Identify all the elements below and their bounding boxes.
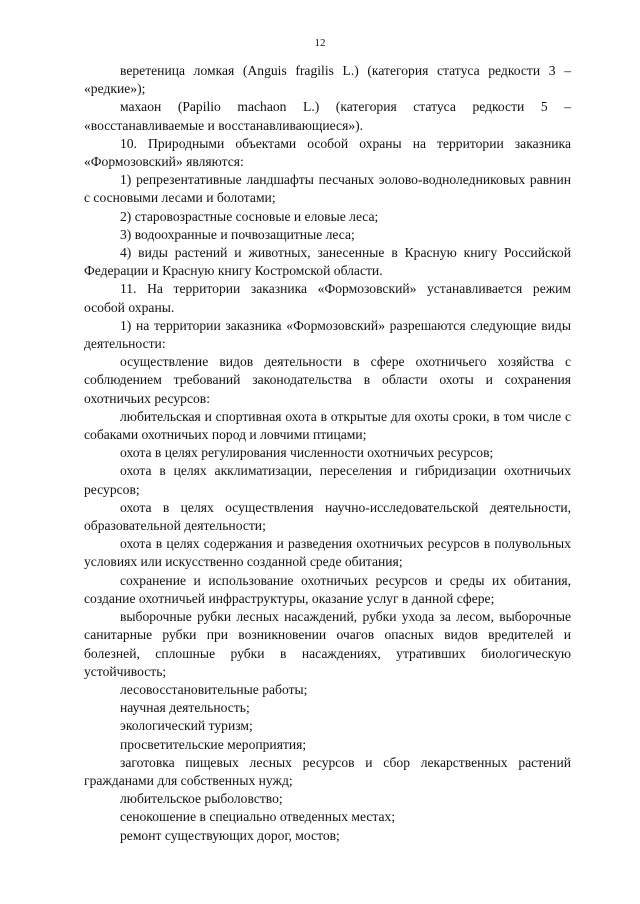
- paragraph-anguis-fragilis: веретеница ломкая (Anguis fragilis L.) (категория статуса редкости 3 – «редкие»);: [84, 63, 571, 97]
- paragraph-hunting-economy: осуществление видов деятельности в сфере охотничьего хозяйства с соблюдением требований законодательства в области охоты и сохранения охотничьих ресурсов:: [84, 354, 571, 406]
- paragraph-ecotourism: экологический туризм;: [120, 718, 253, 734]
- paragraph-haymaking: сенокошение в специально отведенных местах;: [120, 809, 396, 825]
- paragraph-papilio-machaon: махаон (Papilio machaon L.) (категория статуса редкости 5 – «восстанавливаемые и восстанавливающиеся»).: [84, 99, 571, 133]
- paragraph-amateur-hunting: любительская и спортивная охота в открытые для охоты сроки, в том числе с собаками охотничьих пород и ловчими птицами;: [84, 408, 571, 443]
- paragraph-reforestation: лесовосстановительные работы;: [120, 681, 308, 697]
- paragraph-selective-logging: выборочные рубки лесных насаждений, рубки ухода за лесом, выборочные санитарные рубки при возникновении очагов опасных видов вредителей и болезней, сплошные рубки в насаждениях, утративших биологическую устойчивость;: [84, 609, 571, 679]
- paragraph-item-landscapes: 1) репрезентативные ландшафты песчаных эолово-водноледниковых равнин с сосновыми лесами и болотами;: [84, 172, 571, 206]
- paragraph-section-10: 10. Природными объектами особой охраны на территории заказника «Формозовский» являются:: [84, 135, 571, 170]
- document-body: [84, 62, 571, 845]
- paragraph-permitted-activities: 1) на территории заказника «Формозовский» разрешаются следующие виды деятельности:: [84, 317, 571, 352]
- paragraph-regulation-hunting: охота в целях регулирования численности охотничьих ресурсов;: [120, 445, 494, 461]
- page-number: 12: [314, 37, 326, 49]
- paragraph-amateur-fishing: любительское рыболовство;: [120, 791, 283, 807]
- paragraph-road-repair: ремонт существующих дорог, мостов;: [120, 827, 340, 843]
- paragraph-breeding-hunting: охота в целях содержания и разведения охотничьих ресурсов в полувольных условиях или искусственно созданной среде обитания;: [84, 536, 571, 570]
- paragraph-educational-events: просветительские мероприятия;: [120, 736, 307, 752]
- paragraph-scientific-activity: научная деятельность;: [120, 700, 250, 716]
- paragraph-item-red-book-species: 4) виды растений и животных, занесенные в Красную книгу Российской Федерации и Красную книгу Костромской области.: [84, 245, 571, 279]
- paragraph-item-protective-forests: 3) водоохранные и почвозащитные леса;: [120, 226, 355, 242]
- paragraph-section-11: 11. На территории заказника «Формозовский» устанавливается режим особой охраны.: [84, 281, 571, 315]
- paragraph-research-hunting: охота в целях осуществления научно-исследовательской деятельности, образовательной деятельности;: [84, 499, 571, 534]
- paragraph-forest-food-collection: заготовка пищевых лесных ресурсов и сбор лекарственных растений гражданами для собственных нужд;: [84, 754, 571, 788]
- paragraph-acclimatization-hunting: охота в целях акклиматизации, переселения и гибридизации охотничьих ресурсов;: [84, 463, 571, 497]
- paragraph-resource-conservation: сохранение и использование охотничьих ресурсов и среды их обитания, создание охотничьей инфраструктуры, оказание услуг в данной сфере;: [84, 572, 571, 606]
- paragraph-item-old-growth-forests: 2) старовозрастные сосновые и еловые леса;: [120, 208, 379, 224]
